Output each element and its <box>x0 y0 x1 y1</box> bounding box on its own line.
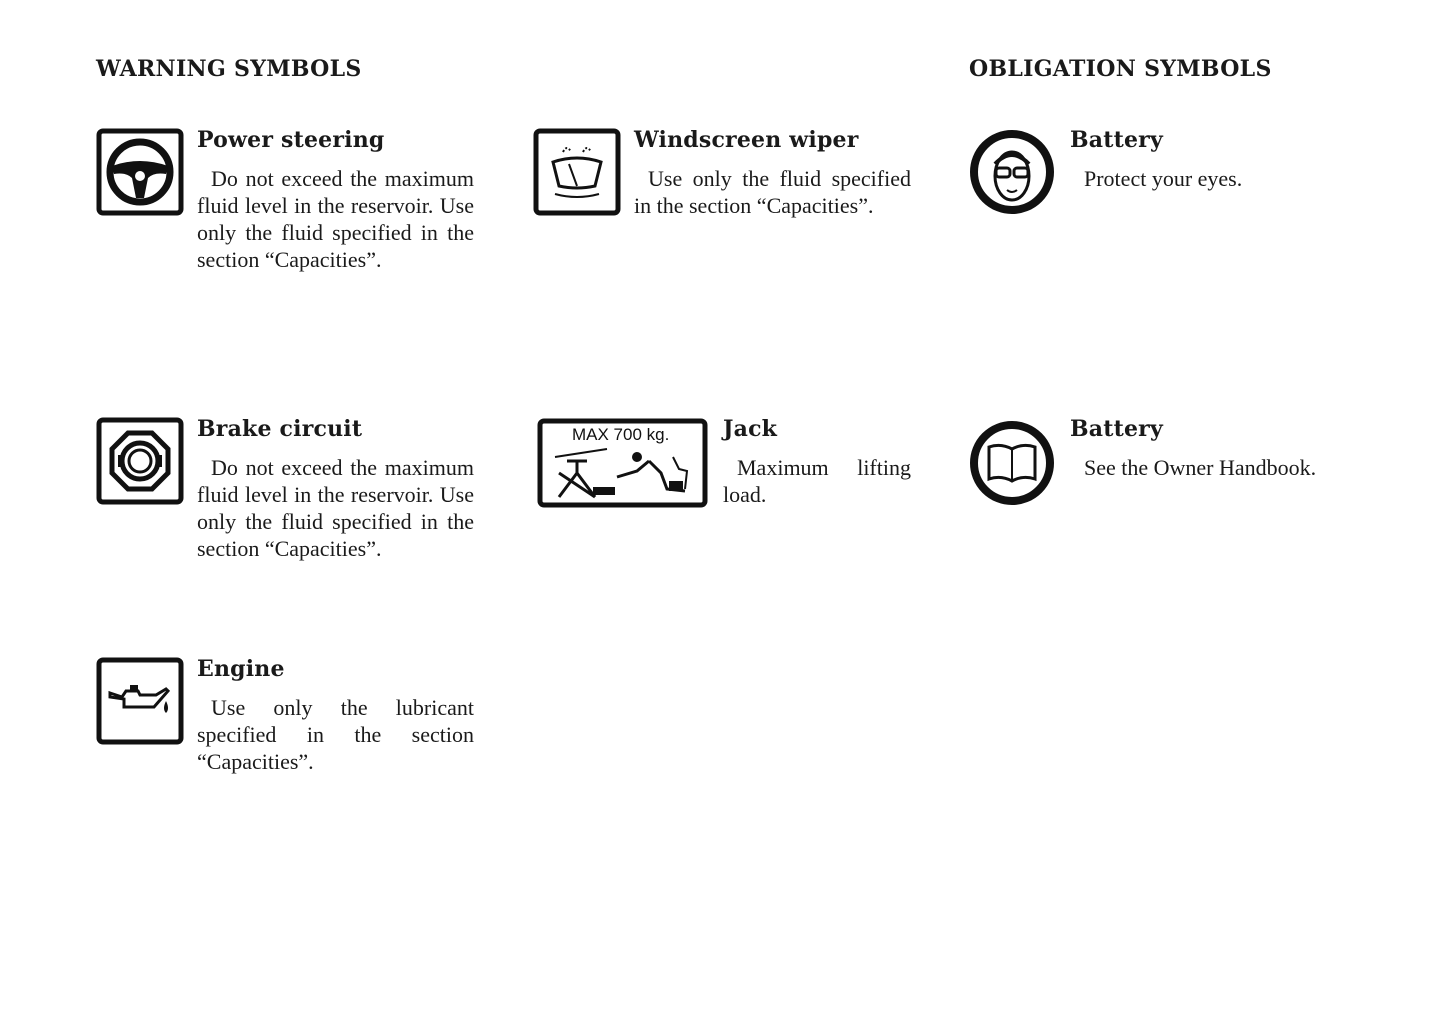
battery-handbook-block <box>969 417 1369 517</box>
engine-block <box>96 657 474 787</box>
brake-circuit-text: Do not exceed the maximum fluid level in the reservoir. Use only the fluid specified in the section “Capacities”. <box>197 455 474 561</box>
windscreen-wiper-block <box>533 128 911 258</box>
warning-symbols-heading: WARNING SYMBOLS <box>96 56 362 82</box>
eye-protection-icon <box>969 128 1055 216</box>
battery-eyes-title: Battery <box>1070 127 1163 153</box>
windscreen-wiper-text: Use only the fluid specified in the section “Capacities”. <box>634 166 911 218</box>
windscreen-wiper-body <box>533 165 911 219</box>
battery-eyes-body <box>1070 165 1370 192</box>
jack-text: Maximum lifting load. <box>723 455 911 507</box>
jack-body <box>723 454 911 508</box>
jack-title: Jack <box>723 416 778 442</box>
engine-body <box>96 694 474 775</box>
jack-icon <box>537 417 708 508</box>
windscreen-wiper-title: Windscreen wiper <box>634 127 859 153</box>
battery-handbook-body <box>1070 454 1370 481</box>
engine-title: Engine <box>197 656 285 682</box>
brake-circuit-block <box>96 417 474 567</box>
obligation-symbols-heading: OBLIGATION SYMBOLS <box>969 56 1272 82</box>
power-steering-block <box>96 128 474 278</box>
battery-eye-protection-block <box>969 128 1369 228</box>
battery-eyes-text: Protect your eyes. <box>1084 166 1243 191</box>
owner-handbook-icon <box>969 417 1055 505</box>
battery-handbook-title: Battery <box>1070 416 1163 442</box>
power-steering-body <box>96 165 474 273</box>
battery-handbook-text: See the Owner Handbook. <box>1084 455 1317 480</box>
brake-circuit-body <box>96 454 474 562</box>
power-steering-title: Power steering <box>197 127 385 153</box>
brake-circuit-title: Brake circuit <box>197 416 363 442</box>
jack-block <box>537 417 911 517</box>
jack-max-load-label: MAX 700 kg. <box>572 425 670 444</box>
power-steering-text: Do not exceed the maximum fluid level in the reservoir. Use only the fluid specified in the section “Capacities”. <box>197 166 474 272</box>
engine-text: Use only the lubricant specified in the section “Capacities”. <box>197 695 474 774</box>
